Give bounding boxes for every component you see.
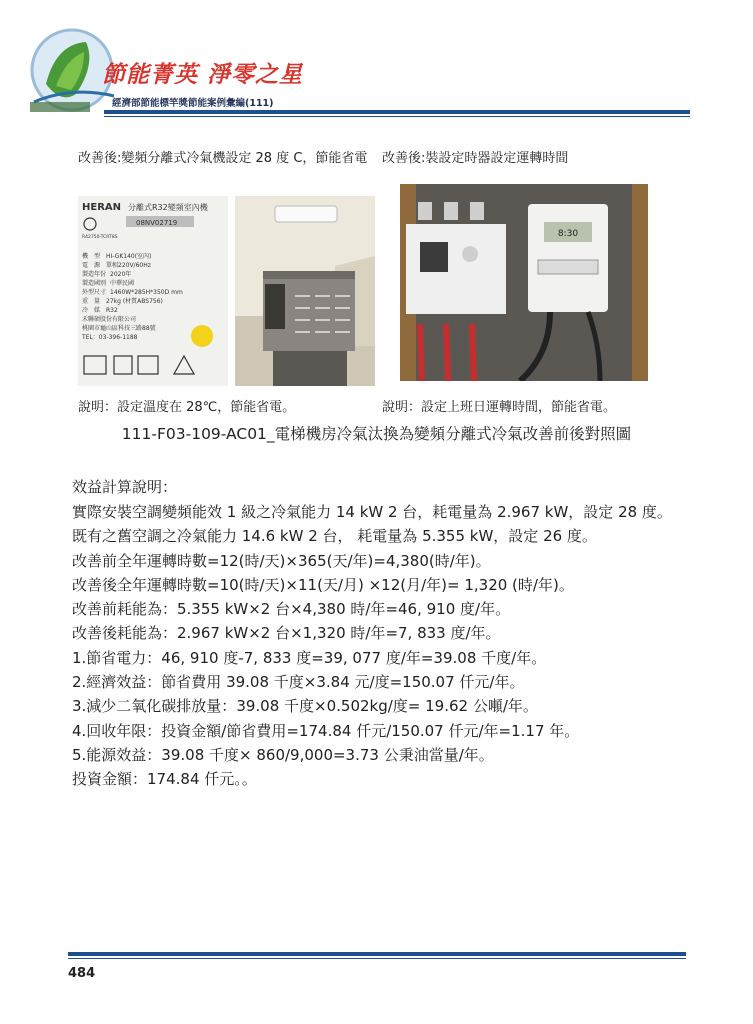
nameplate-label-year: 製造年份 <box>82 271 107 278</box>
calc-line: 投資金額：174.84 仟元。。 <box>72 770 257 789</box>
timer-photo <box>400 184 648 381</box>
calc-line: 改善前耗能為：5.355 kW×2 台×4,380 時/年=46, 910 度/年。 <box>72 600 511 619</box>
nameplate-power: 單相220V/60Hz <box>106 262 151 269</box>
calc-line: 5.能源效益：39.08 千度× 860/9,000=3.73 公秉油當量/年。 <box>72 745 494 764</box>
footer-rule <box>68 952 686 956</box>
nameplate-logo-text: R42750-TCRT8S <box>82 235 118 240</box>
timer-illustration <box>400 184 648 381</box>
ac-unit-photo <box>235 196 375 386</box>
nameplate-tel: TEL：03-396-1188 <box>82 334 138 341</box>
nameplate-year: 2020年 <box>110 271 132 278</box>
nameplate-label-country: 製造國別 <box>82 280 107 287</box>
nameplate-label-refrigerant: 冷 媒 <box>82 307 101 314</box>
nameplate-weight: 27kg (材質ABS756) <box>106 298 163 305</box>
page-number: 484 <box>68 966 96 981</box>
nameplate-size: 1460W*285H*350D mm <box>110 289 183 296</box>
nameplate-photo <box>78 196 228 386</box>
calc-line: 改善後全年運轉時數=10(時/天)×11(天/月) ×12(月/年)= 1,320 (時/年)。 <box>72 575 574 594</box>
figure-caption: 111-F03-109-AC01_電梯機房冷氣汰換為變頻分離式冷氣改善前後對照圖 <box>121 425 632 443</box>
nameplate-label-model: 機 型 <box>82 253 101 260</box>
footer-rule-thin <box>68 958 686 959</box>
nameplate-model: HI-GK140(室內) <box>106 253 152 260</box>
calc-line: 4.回收年限：投資金額/節省費用=174.84 仟元/150.07 仟元/年=1.17 年。 <box>72 721 580 740</box>
header-rule-thin <box>104 116 690 117</box>
nameplate-brand: HERAN <box>82 202 122 213</box>
nameplate-serial: 08NV02719 <box>136 219 178 227</box>
nameplate-illustration <box>78 196 228 386</box>
indoor-unit <box>275 206 337 222</box>
nameplate-address: 桃園市龜山區科技三路88號 <box>82 325 156 332</box>
yellow-sticker-icon <box>191 325 213 347</box>
nameplate-refrigerant: R32 <box>106 307 118 314</box>
nameplate-label-weight: 重 量 <box>82 298 101 305</box>
right-photo-note: 說明：設定上班日運轉時間，節能省電。 <box>382 400 617 415</box>
calc-line: 1.節省電力：46, 910 度-7, 833 度=39, 077 度/年=39.08 千度/年。 <box>72 648 547 667</box>
brand-title: 節能菁英 淨零之星 <box>102 61 304 88</box>
nameplate-title: 分離式R32變頻室內機 <box>128 203 208 212</box>
right-photo-caption: 改善後:裝設定時器設定運轉時間 <box>382 151 569 166</box>
calc-line: 既有之舊空調之冷氣能力 14.6 kW 2 台， 耗電量為 5.355 kW，設定 26 度。 <box>72 527 597 546</box>
calc-body <box>72 500 712 792</box>
calc-line: 2.經濟效益：節省費用 39.08 千度×3.84 元/度=150.07 仟元/年。 <box>72 673 525 692</box>
timer-display: 8:30 <box>557 229 579 239</box>
nameplate-label-power: 電 源 <box>82 262 101 269</box>
nameplate-company: 禾聯碩股份有限公司 <box>82 316 137 323</box>
calc-title: 效益計算說明： <box>72 478 178 496</box>
series-title: 經濟部節能標竿獎節能案例彙編(111) <box>112 98 274 109</box>
outdoor-fan-icon <box>265 284 285 329</box>
header-rule <box>104 110 690 114</box>
calc-line: 3.減少二氧化碳排放量：39.08 千度×0.502kg/度= 19.62 公噸/年。 <box>72 697 538 716</box>
ac-unit-illustration <box>235 196 375 386</box>
left-photo-caption: 改善後:變頻分離式冷氣機設定 28 度 C，節能省電 <box>78 151 368 166</box>
calc-line: 實際安裝空調變頻能效 1 級之冷氣能力 14 kW 2 台，耗電量為 2.967 kW，設定 28 度。 <box>72 503 672 521</box>
nameplate-country: 中華民國 <box>110 280 135 287</box>
digital-timer <box>528 204 608 312</box>
nameplate-label-size: 外型尺寸 <box>82 289 107 296</box>
left-photo-note: 說明：設定溫度在 28℃，節能省電。 <box>78 400 296 415</box>
calc-line: 改善後耗能為：2.967 kW×2 台×1,320 時/年=7, 833 度/年。 <box>72 624 501 643</box>
calc-line: 改善前全年運轉時數=12(時/天)×365(天/年)=4,380(時/年)。 <box>72 551 491 570</box>
